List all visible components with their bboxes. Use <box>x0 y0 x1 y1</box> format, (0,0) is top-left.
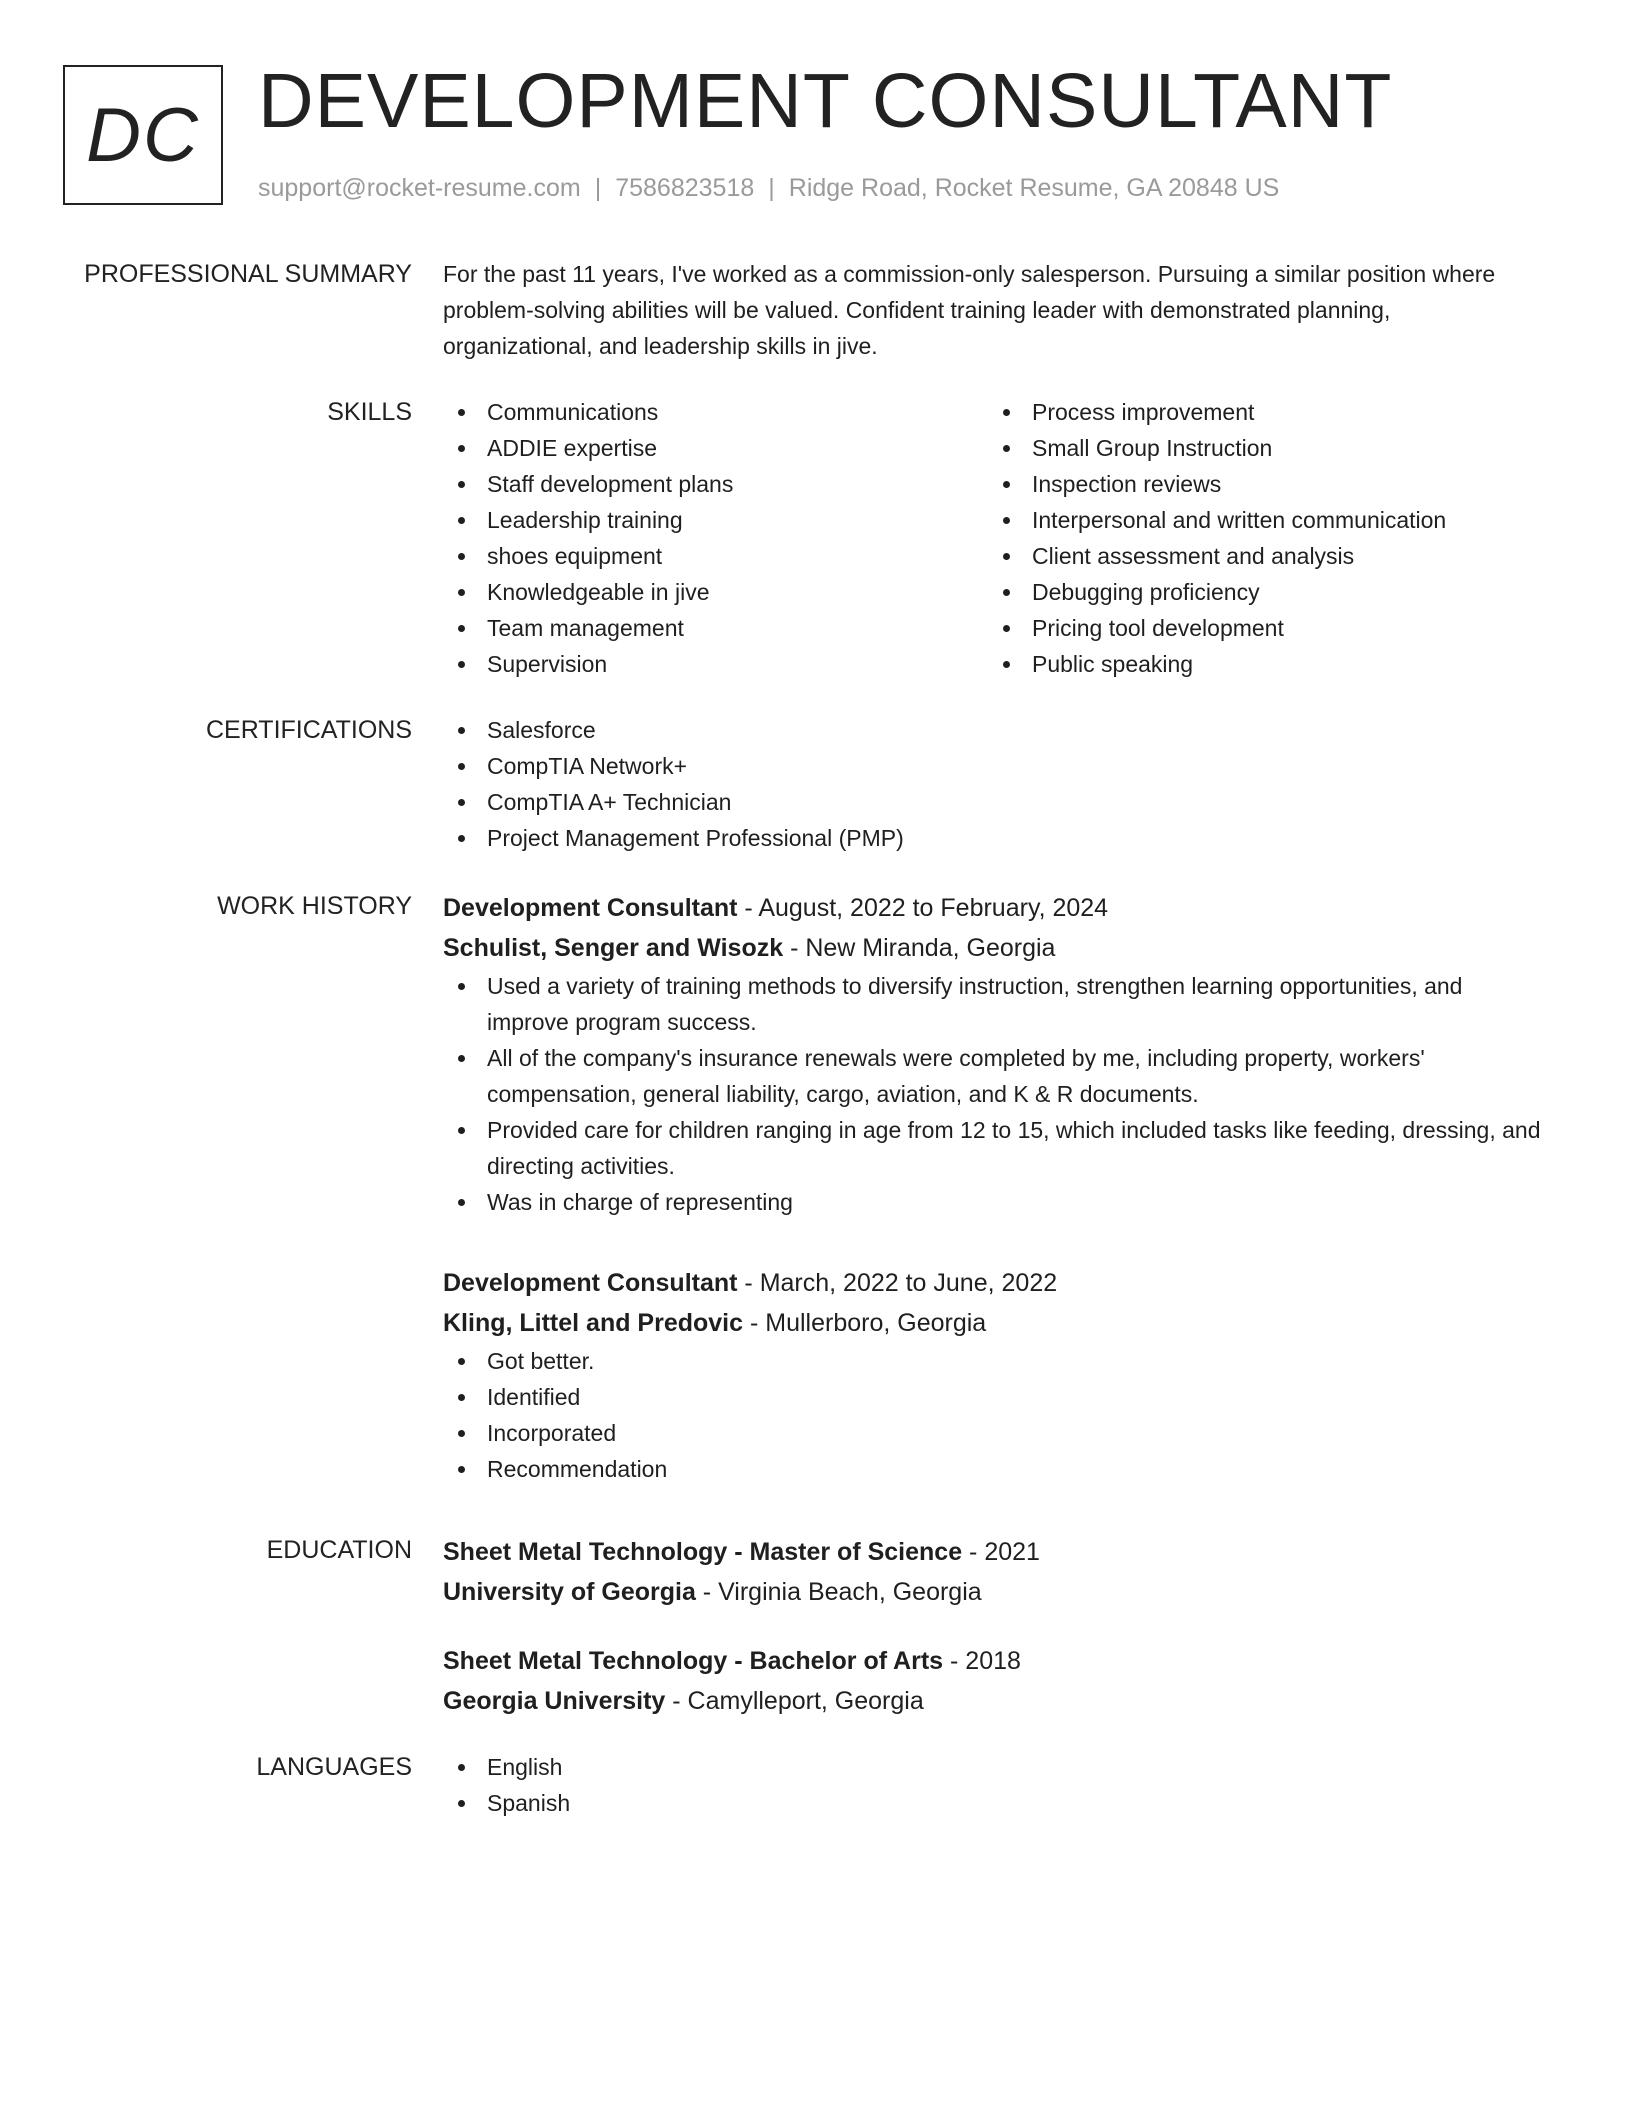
contact-line <box>258 173 1279 203</box>
contact-address: Ridge Road, Rocket Resume, GA 20848 US <box>788 174 1280 202</box>
language-item: English <box>443 1749 1543 1785</box>
skill-item: Inspection reviews <box>988 466 1533 502</box>
education-degree: Sheet Metal Technology - Bachelor of Arts <box>443 1647 944 1675</box>
education-year: - 2018 <box>943 1647 1021 1675</box>
education-body <box>443 1532 1543 1612</box>
section-title-work-history: WORK HISTORY <box>217 892 412 920</box>
education-school: Georgia University <box>443 1687 666 1715</box>
summary-text: For the past 11 years, I've worked as a commission-only salesperson. Pursuing a similar position where problem-solving abilities will be valued. Confident training leader with demonstrated planning, organizational, and leadership skills in jive. <box>443 261 1496 359</box>
skills-column-left <box>443 394 988 682</box>
job-dates: - August, 2022 to February, 2024 <box>737 894 1109 922</box>
job-location: - New Miranda, Georgia <box>783 934 1056 962</box>
certifications-list <box>443 712 1543 856</box>
skills-list-left <box>443 394 988 682</box>
contact-separator: | <box>594 174 602 202</box>
certifications-body <box>443 712 1543 856</box>
skill-item: Team management <box>443 610 988 646</box>
education-school-line <box>443 1572 1543 1612</box>
candidate-name: DEVELOPMENT CONSULTANT <box>258 58 1393 144</box>
education-degree: Sheet Metal Technology - Master of Science <box>443 1538 963 1566</box>
job-title-line <box>443 888 1543 928</box>
job-bullet: Incorporated <box>443 1415 1543 1451</box>
job-entry <box>443 888 1543 1220</box>
job-role: Development Consultant <box>443 894 738 922</box>
languages-body <box>443 1749 1543 1821</box>
skill-item: Staff development plans <box>443 466 988 502</box>
skill-item: Leadership training <box>443 502 988 538</box>
contact-email: support@rocket-resume.com <box>258 174 581 202</box>
skill-item: Debugging proficiency <box>988 574 1533 610</box>
job-bullet: Identified <box>443 1379 1543 1415</box>
skill-item: Knowledgeable in jive <box>443 574 988 610</box>
monogram-box <box>63 65 223 205</box>
skill-item: Interpersonal and written communication <box>988 502 1533 538</box>
work-history-body-2 <box>443 1263 1543 1487</box>
skill-item: Public speaking <box>988 646 1533 682</box>
job-company-line <box>443 1303 1543 1343</box>
section-title-education: EDUCATION <box>266 1536 412 1564</box>
education-degree-line <box>443 1641 1543 1681</box>
job-bullet-list <box>443 1343 1543 1487</box>
skill-item: shoes equipment <box>443 538 988 574</box>
job-bullet: Got better. <box>443 1343 1543 1379</box>
languages-list <box>443 1749 1543 1821</box>
summary-body <box>443 256 1543 364</box>
section-title-summary: PROFESSIONAL SUMMARY <box>84 260 412 288</box>
certification-item: CompTIA Network+ <box>443 748 1543 784</box>
education-body-2 <box>443 1641 1543 1721</box>
skills-list-right <box>988 394 1533 682</box>
job-title-line <box>443 1263 1543 1303</box>
skills-column-right <box>988 394 1533 682</box>
education-school: University of Georgia <box>443 1578 696 1606</box>
job-location: - Mullerboro, Georgia <box>743 1309 987 1337</box>
skill-item: Supervision <box>443 646 988 682</box>
section-title-skills: SKILLS <box>327 398 412 426</box>
job-bullet: Used a variety of training methods to diversify instruction, strengthen learning opportunities, and improve program success. <box>443 968 1543 1040</box>
education-location: - Virginia Beach, Georgia <box>695 1578 982 1606</box>
skill-item: Pricing tool development <box>988 610 1533 646</box>
education-degree-line <box>443 1532 1543 1572</box>
education-entry <box>443 1532 1543 1612</box>
section-title-certifications: CERTIFICATIONS <box>205 716 412 744</box>
language-item: Spanish <box>443 1785 1543 1821</box>
section-title-languages: LANGUAGES <box>256 1753 412 1781</box>
contact-phone: 7586823518 <box>615 174 755 202</box>
job-entry <box>443 1263 1543 1487</box>
job-company: Kling, Littel and Predovic <box>443 1309 744 1337</box>
education-entry <box>443 1641 1543 1721</box>
skill-item: ADDIE expertise <box>443 430 988 466</box>
job-bullet-list <box>443 968 1543 1220</box>
skill-item: Process improvement <box>988 394 1533 430</box>
monogram-initials: DC <box>86 92 200 178</box>
skill-item: Client assessment and analysis <box>988 538 1533 574</box>
job-company: Schulist, Senger and Wisozk <box>443 934 784 962</box>
job-bullet: All of the company's insurance renewals were completed by me, including property, workers' compensation, general liability, cargo, aviation, and K & R documents. <box>443 1040 1543 1112</box>
job-role: Development Consultant <box>443 1269 738 1297</box>
job-dates: - March, 2022 to June, 2022 <box>737 1269 1058 1297</box>
skill-item: Communications <box>443 394 988 430</box>
job-bullet: Recommendation <box>443 1451 1543 1487</box>
job-bullet: Provided care for children ranging in age from 12 to 15, which included tasks like feeding, dressing, and directing activities. <box>443 1112 1543 1184</box>
job-company-line <box>443 928 1543 968</box>
job-bullet: Was in charge of representing <box>443 1184 1543 1220</box>
education-location: - Camylleport, Georgia <box>665 1687 924 1715</box>
contact-separator: | <box>768 174 775 202</box>
skills-body <box>443 394 1543 682</box>
work-history-body <box>443 888 1543 1220</box>
education-school-line <box>443 1681 1543 1721</box>
education-year: - 2021 <box>962 1538 1040 1566</box>
certification-item: Project Management Professional (PMP) <box>443 820 1543 856</box>
certification-item: Salesforce <box>443 712 1543 748</box>
skill-item: Small Group Instruction <box>988 430 1533 466</box>
certification-item: CompTIA A+ Technician <box>443 784 1543 820</box>
